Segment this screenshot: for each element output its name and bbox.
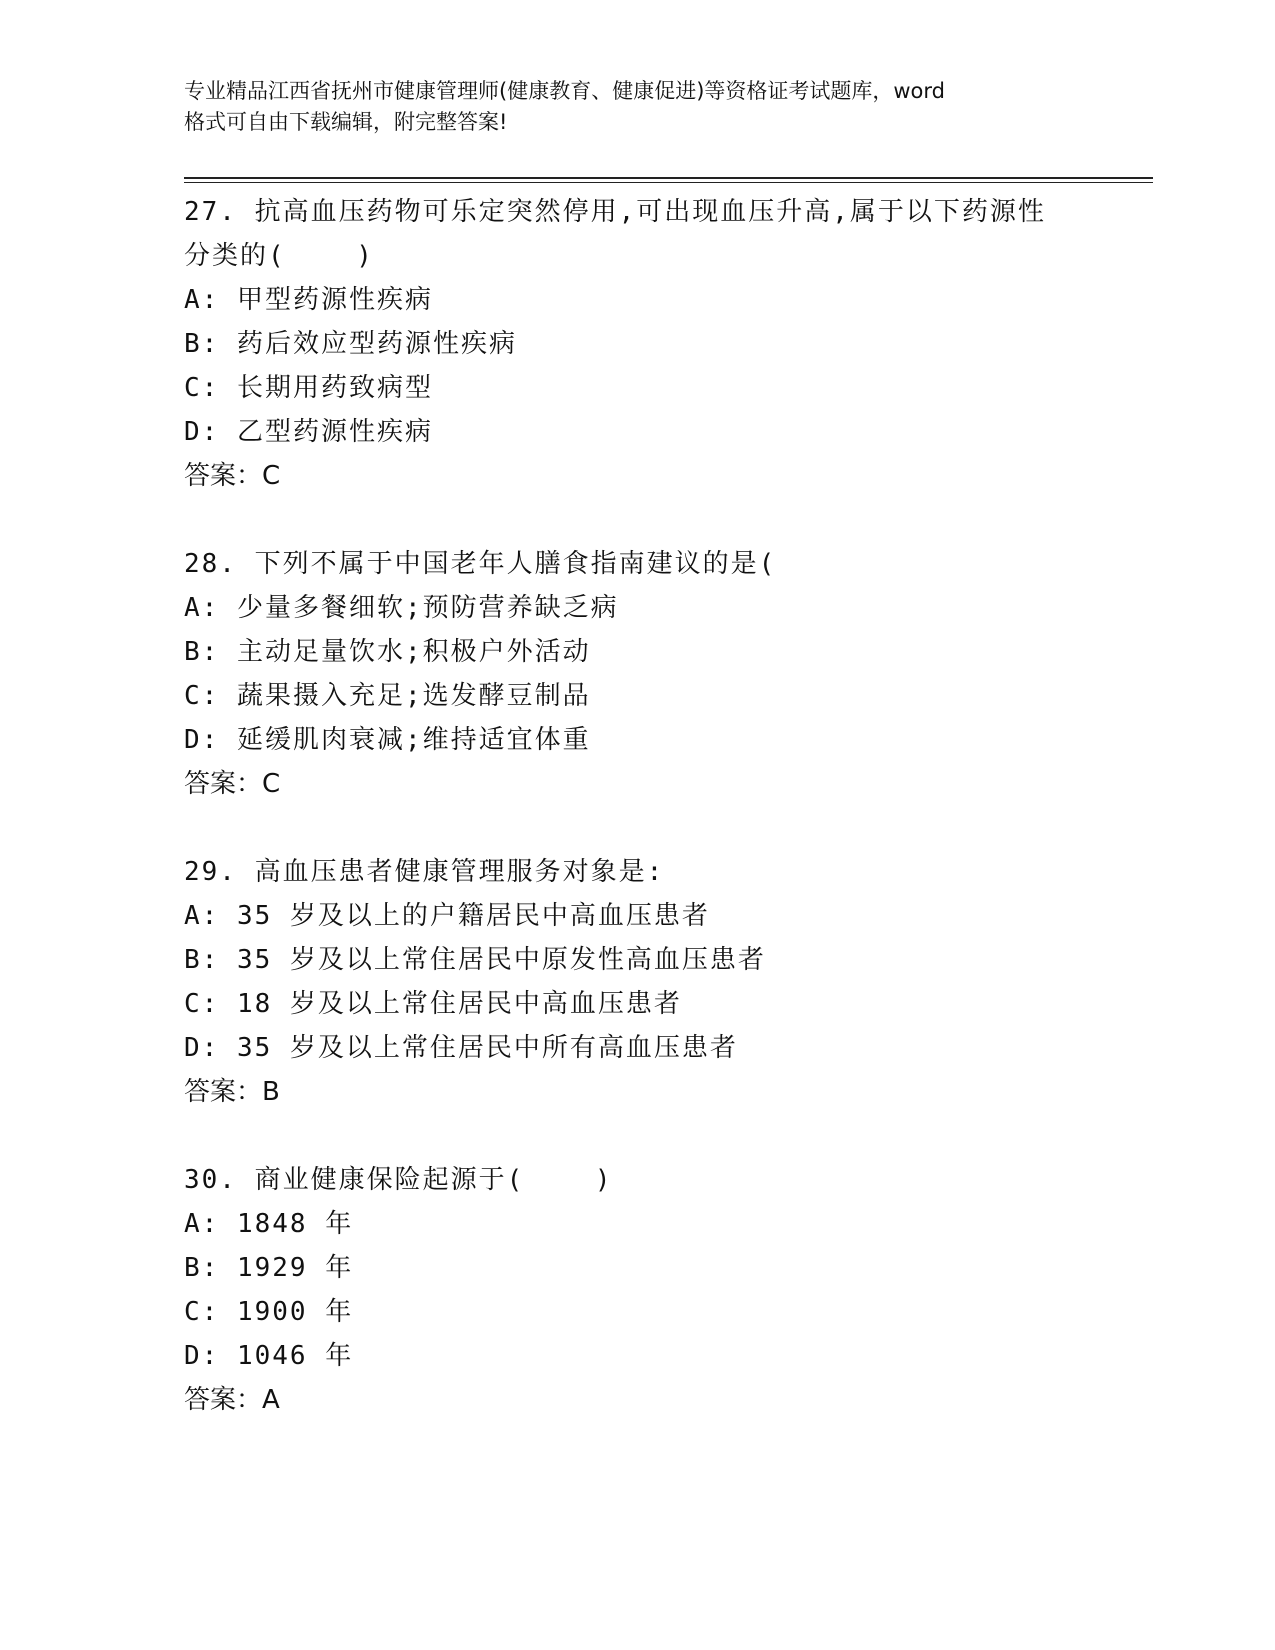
option-b: B: 35 岁及以上常住居民中原发性高血压患者 xyxy=(184,945,766,975)
option-d: D: 乙型药源性疾病 xyxy=(184,417,433,447)
answer-line: 答案：C xyxy=(184,461,281,491)
question-stem: 29. 高血压患者健康管理服务对象是: xyxy=(184,857,665,887)
option-b: B: 1929 年 xyxy=(184,1253,354,1283)
option-d: D: 35 岁及以上常住居民中所有高血压患者 xyxy=(184,1033,738,1063)
question-30 xyxy=(184,1158,1084,1422)
option-c: C: 蔬果摄入充足;选发酵豆制品 xyxy=(184,681,591,711)
answer-line: 答案：B xyxy=(184,1077,280,1107)
answer-line: 答案：A xyxy=(184,1385,280,1415)
header-divider-thin xyxy=(184,182,1153,183)
option-c: C: 18 岁及以上常住居民中高血压患者 xyxy=(184,989,682,1019)
question-stem: 28. 下列不属于中国老年人膳食指南建议的是( xyxy=(184,549,777,579)
question-27 xyxy=(184,190,1084,498)
question-stem-continued: 分类的( ) xyxy=(184,241,374,271)
option-c: C: 长期用药致病型 xyxy=(184,373,433,403)
option-d: D: 1046 年 xyxy=(184,1341,354,1371)
option-b: B: 药后效应型药源性疾病 xyxy=(184,329,517,359)
question-list xyxy=(184,190,1084,1466)
header-line-1: 专业精品江西省抚州市健康管理师(健康教育、健康促进)等资格证考试题库，word xyxy=(184,79,946,103)
option-a: A: 少量多餐细软;预防营养缺乏病 xyxy=(184,593,619,623)
header-line-2: 格式可自由下载编辑，附完整答案! xyxy=(184,110,508,134)
question-stem: 30. 商业健康保险起源于( ) xyxy=(184,1165,613,1195)
option-a: A: 1848 年 xyxy=(184,1209,354,1239)
option-b: B: 主动足量饮水;积极户外活动 xyxy=(184,637,591,667)
option-a: A: 甲型药源性疾病 xyxy=(184,285,433,315)
question-28 xyxy=(184,542,1084,806)
question-stem: 27. 抗高血压药物可乐定突然停用,可出现血压升高,属于以下药源性 xyxy=(184,197,1046,227)
option-a: A: 35 岁及以上的户籍居民中高血压患者 xyxy=(184,901,710,931)
document-header xyxy=(184,76,1084,138)
answer-line: 答案：C xyxy=(184,769,281,799)
option-c: C: 1900 年 xyxy=(184,1297,354,1327)
header-divider-thick xyxy=(184,177,1153,179)
option-d: D: 延缓肌肉衰减;维持适宜体重 xyxy=(184,725,591,755)
question-29 xyxy=(184,850,1084,1114)
